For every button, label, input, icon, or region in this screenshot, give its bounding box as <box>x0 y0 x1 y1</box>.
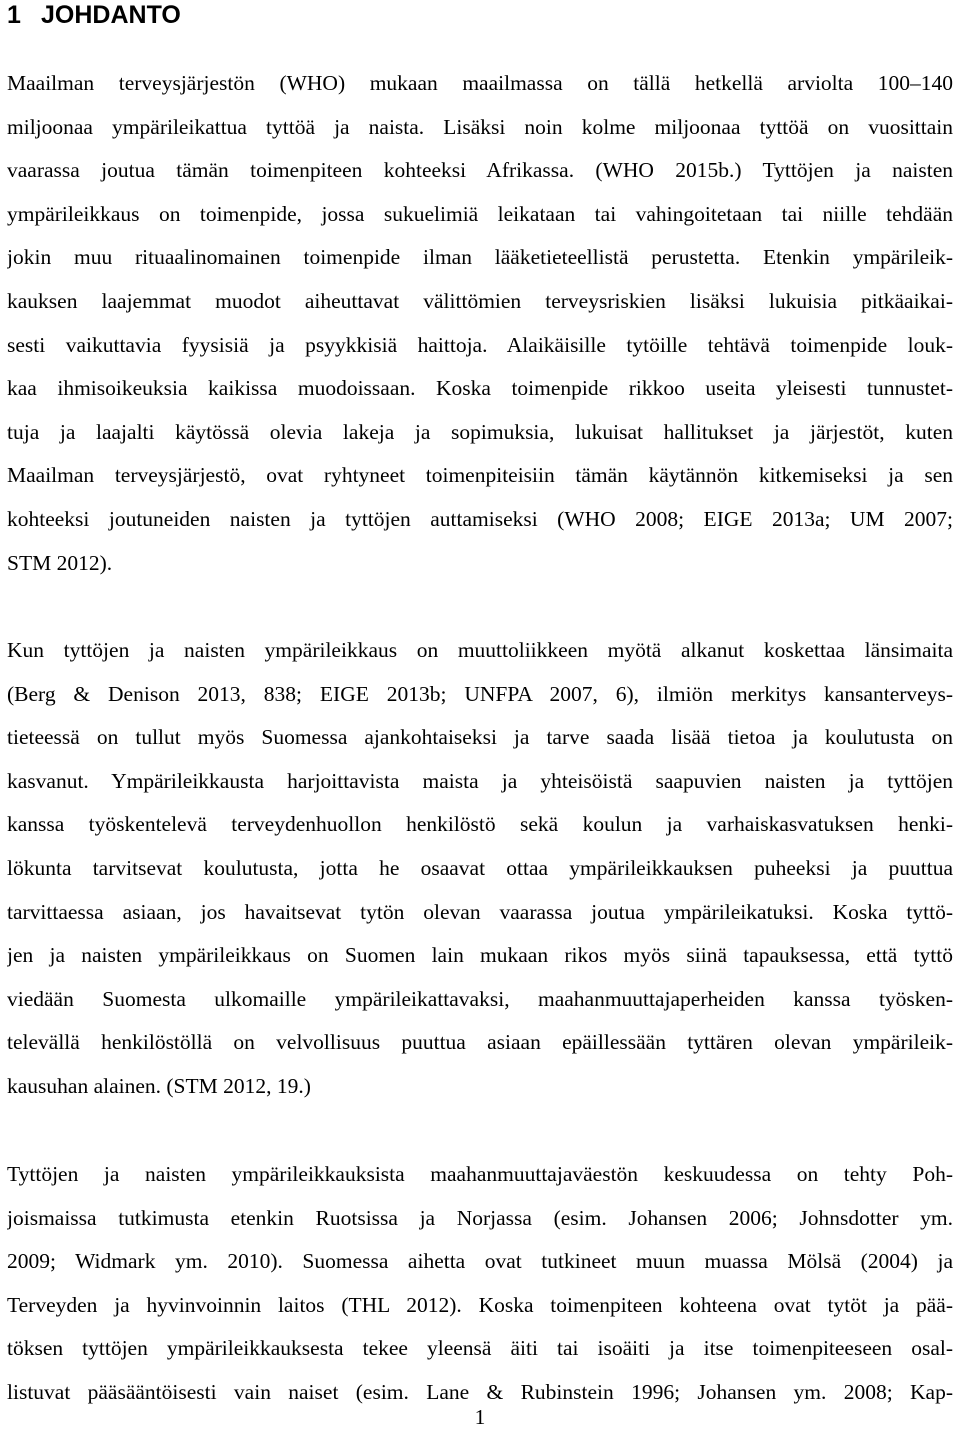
section-heading <box>7 1 181 29</box>
text-line: lökunta tarvitsevat koulutusta, jotta he osaavat ottaa ympärileikkauksen puheeksi ja puuttua <box>7 855 953 880</box>
text-line: tieteessä on tullut myös Suomessa ajankohtaiseksi ja tarve saada lisää tietoa ja koulutusta on <box>7 725 953 750</box>
text-line: listuvat pääsääntöisesti vain naiset (esim. Lane & Rubinstein 1996; Johansen ym. 2008; Kap- <box>7 1379 953 1404</box>
text-line: kanssa työskentelevä terveydenhuollon henkilöstö sekä koulun ja varhaiskasvatuksen henki- <box>7 812 953 837</box>
page-number: 1 <box>474 1405 486 1429</box>
text-line: Kun tyttöjen ja naisten ympärileikkaus on muuttoliikkeen myötä alkanut koskettaa länsimaita <box>7 638 953 662</box>
text-line: joismaissa tutkimusta etenkin Ruotsissa ja Norjassa (esim. Johansen 2006; Johnsdotter ym. <box>7 1205 953 1230</box>
text-line: 2009; Widmark ym. 2010). Suomessa aihetta ovat tutkineet muun muassa Mölsä (2004) ja <box>7 1249 953 1274</box>
text-line: STM 2012). <box>7 550 113 575</box>
text-line: televällä henkilöstöllä on velvollisuus puuttua asiaan epäillessään tyttären olevan ympärileik- <box>7 1030 953 1055</box>
text-line: Maailman terveysjärjestö, ovat ryhtyneet toimenpiteisiin tämän käytännön kitkemiseksi ja sen <box>7 463 953 488</box>
text-line: kauksen laajemmat muodot aiheuttavat välittömien terveysriskien lisäksi lukuisia pitkäaikai- <box>7 288 953 313</box>
paragraph-intro <box>7 62 953 585</box>
text-line: ympärileikkaus on toimenpide, jossa sukuelimiä leikataan tai vahingoitetaan tai niille tehdään <box>7 201 953 226</box>
text-line: kaa ihmisoikeuksia kaikissa muodoissaan. Koska toimenpide rikkoo useita yleisesti tunnustet- <box>7 376 953 401</box>
text-line: miljoonaa ympärileikattua tyttöä ja naista. Lisäksi noin kolme miljoonaa tyttöä on vuosittain <box>7 114 953 139</box>
text-line: tuja ja laajalti käytössä olevia lakeja ja sopimuksia, lukuisat hallitukset ja järjestöt, kuten <box>7 419 953 444</box>
section-title: JOHDANTO <box>41 1 181 29</box>
paragraph-research <box>7 1153 953 1415</box>
text-line: jokin muu rituaalinomainen toimenpide ilman lääketieteellistä perustetta. Etenkin ympärileik- <box>7 245 953 270</box>
text-line: sesti vaikuttavia fyysisiä ja psyykkisiä haittoja. Alaikäisille tytöille tehtävä toimenpide louk- <box>7 332 953 357</box>
text-line: Tyttöjen ja naisten ympärileikkauksista maahanmuuttajaväestön keskuudessa on tehty Poh- <box>7 1162 953 1186</box>
text-line: viedään Suomesta ulkomaille ympärileikattavaksi, maahanmuuttajaperheiden kanssa työsken- <box>7 986 953 1011</box>
text-line: tarvittaessa asiaan, jos havaitsevat tytön olevan vaarassa joutua ympärileikatuksi. Koska tyttö- <box>7 899 953 924</box>
text-line: kausuhan alainen. (STM 2012, 19.) <box>7 1073 311 1098</box>
text-line: (Berg & Denison 2013, 838; EIGE 2013b; UNFPA 2007, 6), ilmiön merkitys kansanterveys- <box>7 681 953 706</box>
text-line: kasvanut. Ympärileikkausta harjoittavista maista ja yhteisöistä saapuvien naisten ja tyttöjen <box>7 768 953 793</box>
paragraph-migration <box>7 629 953 1109</box>
text-line: vaarassa joutua tämän toimenpiteen kohteeksi Afrikassa. (WHO 2015b.) Tyttöjen ja naisten <box>7 158 953 183</box>
text-line: töksen tyttöjen ympärileikkauksesta tekee yleensä äiti tai isoäiti ja itse toimenpiteeseen osal- <box>7 1336 953 1361</box>
text-line: Terveyden ja hyvinvoinnin laitos (THL 2012). Koska toimenpiteen kohteena ovat tytöt ja pää- <box>7 1292 953 1317</box>
text-line: Maailman terveysjärjestön (WHO) mukaan maailmassa on tällä hetkellä arviolta 100–140 <box>7 71 953 95</box>
section-number: 1 <box>7 1 21 29</box>
text-line: kohteeksi joutuneiden naisten ja tyttöjen auttamiseksi (WHO 2008; EIGE 2013a; UM 2007; <box>7 506 953 531</box>
text-line: jen ja naisten ympärileikkaus on Suomen lain mukaan rikos myös siinä tapauksessa, että tyttö <box>7 943 953 968</box>
